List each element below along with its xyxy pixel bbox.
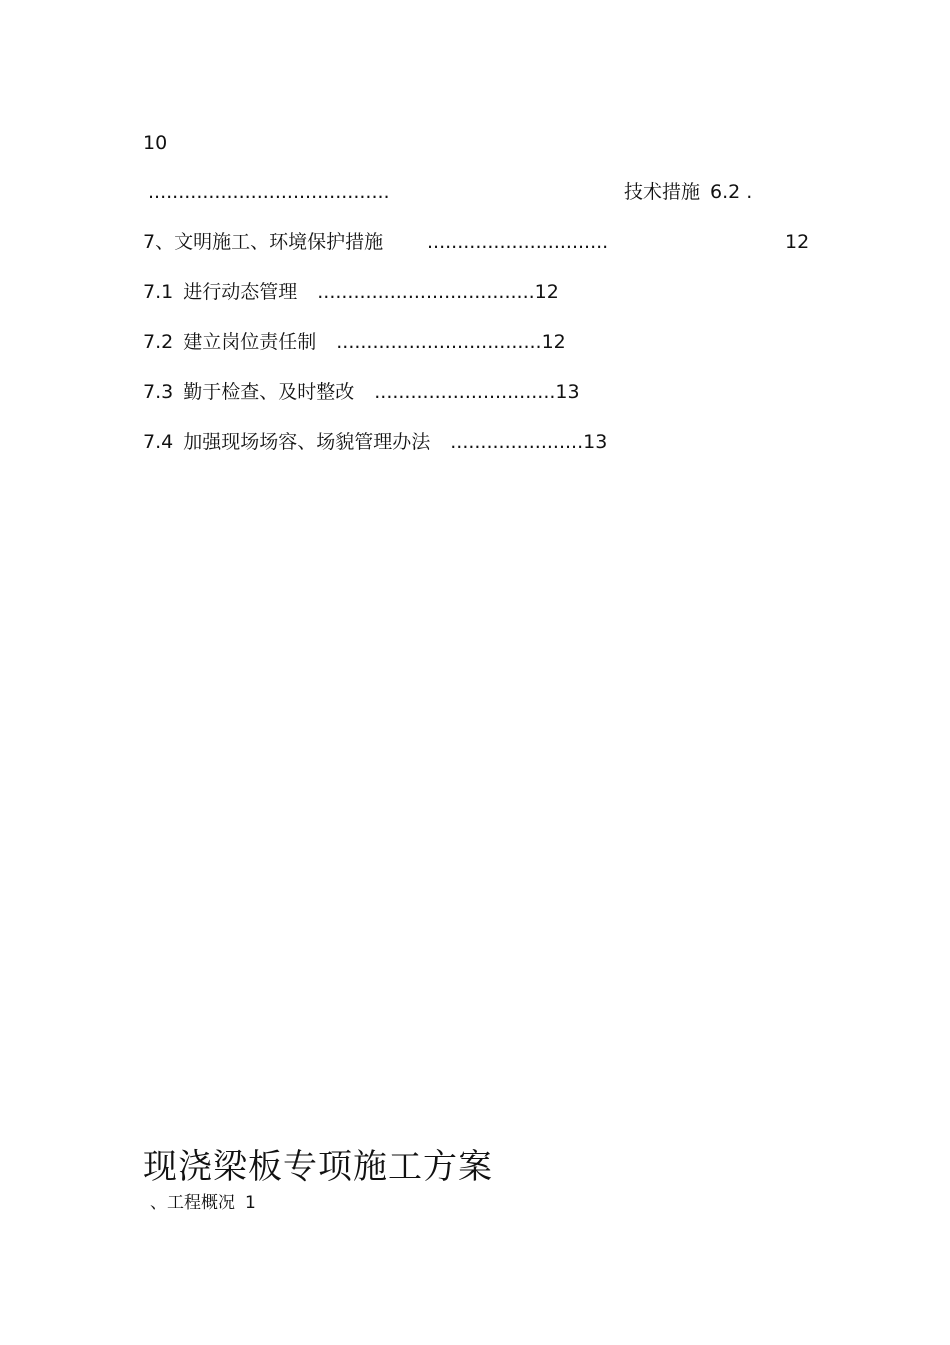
toc-page-number: 13	[583, 431, 608, 453]
toc-entry-7[interactable]	[143, 230, 383, 254]
toc-entry-title: 勤于检查、及时整改	[183, 381, 355, 403]
toc-page-number: 13	[555, 381, 580, 403]
toc-page-number: 12	[534, 281, 559, 303]
toc-entry-number: 7.2	[143, 331, 174, 353]
document-title: 现浇梁板专项施工方案	[143, 1147, 493, 1187]
toc-entry-7-page	[785, 230, 809, 254]
toc-page-ref	[143, 131, 167, 155]
toc-leader-dots	[148, 180, 390, 204]
toc-page-number: 12	[785, 231, 810, 253]
toc-entry-number: 6.2 .	[710, 181, 753, 203]
toc-page-number: 12	[541, 331, 566, 353]
toc-entry-title: 进行动态管理	[183, 281, 298, 303]
toc-entry-tech-measures[interactable]	[624, 180, 752, 204]
toc-entry-7-2[interactable]	[143, 330, 566, 354]
toc-entry-title: 加强现场场容、场貌管理办法	[183, 431, 431, 453]
section-heading-number: 1	[245, 1193, 256, 1213]
toc-entry-7-4[interactable]	[143, 430, 607, 454]
toc-dots: ........................................	[148, 181, 390, 203]
toc-page-number: 10	[143, 132, 168, 154]
toc-dots: ....................................	[317, 281, 535, 303]
toc-entry-7-1[interactable]	[143, 280, 559, 304]
toc-dots: ..............................	[374, 381, 556, 403]
toc-dots: ......................	[450, 431, 584, 453]
toc-entry-7-dots	[427, 230, 608, 254]
toc-dots: ..............................	[427, 231, 609, 253]
toc-dots: ..................................	[336, 331, 542, 353]
toc-entry-7-3[interactable]	[143, 380, 580, 404]
toc-entry-number: 7.3	[143, 381, 174, 403]
toc-entry-number: 7.1	[143, 281, 174, 303]
section-heading-title: 、工程概况	[150, 1193, 235, 1213]
toc-entry-title: 建立岗位责任制	[183, 331, 317, 353]
toc-entry-title: 技术措施	[624, 181, 701, 203]
section-heading	[150, 1192, 256, 1214]
toc-entry-title: 7、文明施工、环境保护措施	[143, 231, 384, 253]
toc-entry-number: 7.4	[143, 431, 174, 453]
